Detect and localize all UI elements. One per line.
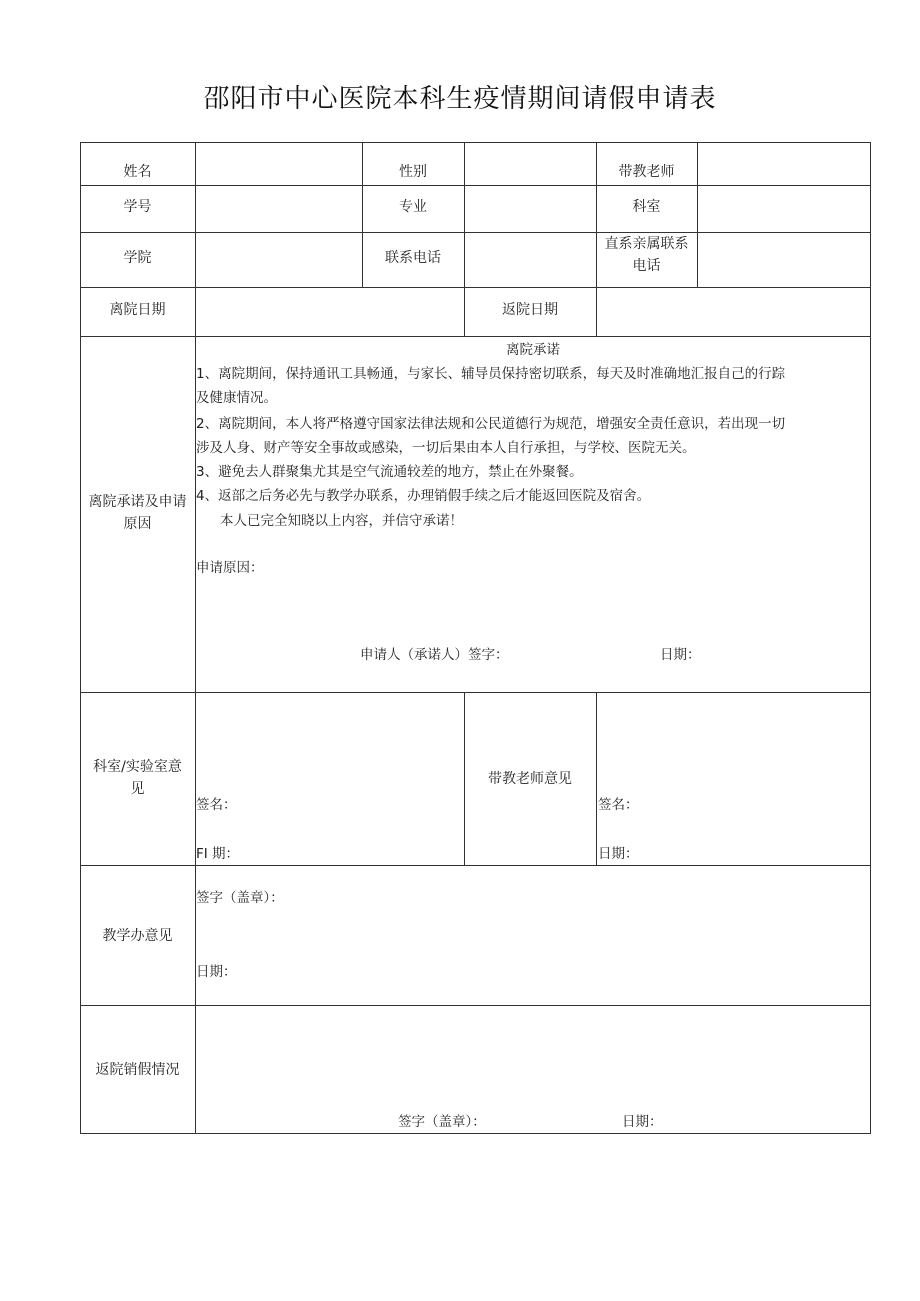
pledge-confirm: 本人已完全知晓以上内容，并信守承诺！: [220, 513, 463, 529]
return-date-label: 日期：: [622, 1114, 663, 1130]
grid-line: [870, 142, 871, 1134]
pledge-item-2: [196, 412, 870, 460]
department-field[interactable]: [698, 186, 870, 232]
return-date-field[interactable]: [597, 288, 870, 336]
label-pledge-reason-line1: 离院承诺及申请: [88, 494, 187, 510]
label-name: 姓名: [123, 164, 152, 180]
label-teacher: 带教老师: [618, 164, 675, 180]
name-field[interactable]: [196, 143, 362, 185]
college-field[interactable]: [196, 233, 362, 287]
label-relative-phone-line1: 直系亲属联系: [604, 236, 689, 252]
label-relative-phone-line2: 电话: [632, 257, 661, 274]
label-office-opinion: 教学办意见: [102, 928, 173, 944]
phone-field[interactable]: [465, 233, 596, 287]
label-student-id: 学号: [123, 199, 152, 215]
pledge-item-4: 4、返部之后务必先与教学办联系，办理销假手续之后才能返回医院及宿舍。: [196, 488, 651, 504]
major-field[interactable]: [465, 186, 596, 232]
pledge-item-3: 3、避免去人群聚集尤其是空气流通较差的地方，禁止在外聚餐。: [196, 464, 583, 480]
dept-date-label: FI 期：: [196, 846, 240, 862]
pledge-item-2-line1: 2、离院期间，本人将严格遵守国家法律法规和公民道德行为规范，增强安全责任意识，若出现一切: [196, 416, 786, 432]
pledge-item-1: [196, 362, 870, 410]
grid-line: [80, 142, 81, 1134]
label-department: 科室: [632, 199, 661, 215]
pledge-heading: 离院承诺: [506, 342, 560, 358]
dept-sign-label: 签名：: [196, 797, 237, 813]
label-major: 专业: [399, 199, 427, 215]
student-id-field[interactable]: [196, 186, 362, 232]
label-teacher-opinion: 带教老师意见: [488, 771, 572, 787]
label-pledge-reason: [80, 492, 195, 535]
leave-date-field[interactable]: [196, 288, 464, 336]
label-return-status: 返院销假情况: [95, 1062, 180, 1078]
gender-field[interactable]: [465, 143, 596, 185]
office-sign-label: 签字（盖章）：: [196, 890, 284, 906]
label-dept-opinion: [80, 757, 195, 800]
label-dept-opinion-line1: 科室/实验室意: [93, 759, 182, 775]
form-title: 邵阳市中心医院本科生疫情期间请假申请表: [203, 84, 717, 114]
teacher-field[interactable]: [698, 143, 870, 185]
label-gender: 性别: [399, 164, 427, 180]
reason-label: 申请原因：: [196, 560, 264, 576]
grid-line: [596, 692, 597, 865]
label-phone: 联系电话: [385, 250, 441, 266]
pledge-item-2-line2: 涉及人身、财产等安全事故或感染，一切后果由本人自行承担，与学校、医院无关。: [196, 440, 696, 456]
pledge-item-1-line1: 1、离院期间，保持通讯工具畅通，与家长、辅导员保持密切联系，每天及时准确地汇报自己的行踪: [196, 366, 786, 382]
grid-line: [80, 336, 871, 337]
relative-phone-field[interactable]: [698, 233, 870, 287]
label-college: 学院: [123, 250, 152, 266]
office-date-label: 日期：: [196, 964, 237, 980]
label-leave-date: 离院日期: [109, 302, 166, 318]
applicant-date-label: 日期：: [660, 647, 701, 663]
grid-line: [80, 692, 871, 693]
label-relative-phone: [596, 234, 697, 277]
label-dept-opinion-line2: 见: [130, 780, 145, 797]
label-pledge-reason-line2: 原因: [123, 515, 152, 532]
teacher-sign-label: 签名：: [598, 797, 639, 813]
pledge-item-1-line2: 及健康情况。: [196, 390, 277, 406]
grid-line: [80, 1005, 871, 1006]
return-sign-label: 签字（盖章）：: [398, 1114, 486, 1130]
label-return-date: 返院日期: [502, 302, 558, 318]
applicant-sign-label: 申请人（承诺人）签字：: [360, 647, 509, 663]
teacher-date-label: 日期：: [598, 846, 639, 862]
reason-field[interactable]: [196, 582, 870, 632]
